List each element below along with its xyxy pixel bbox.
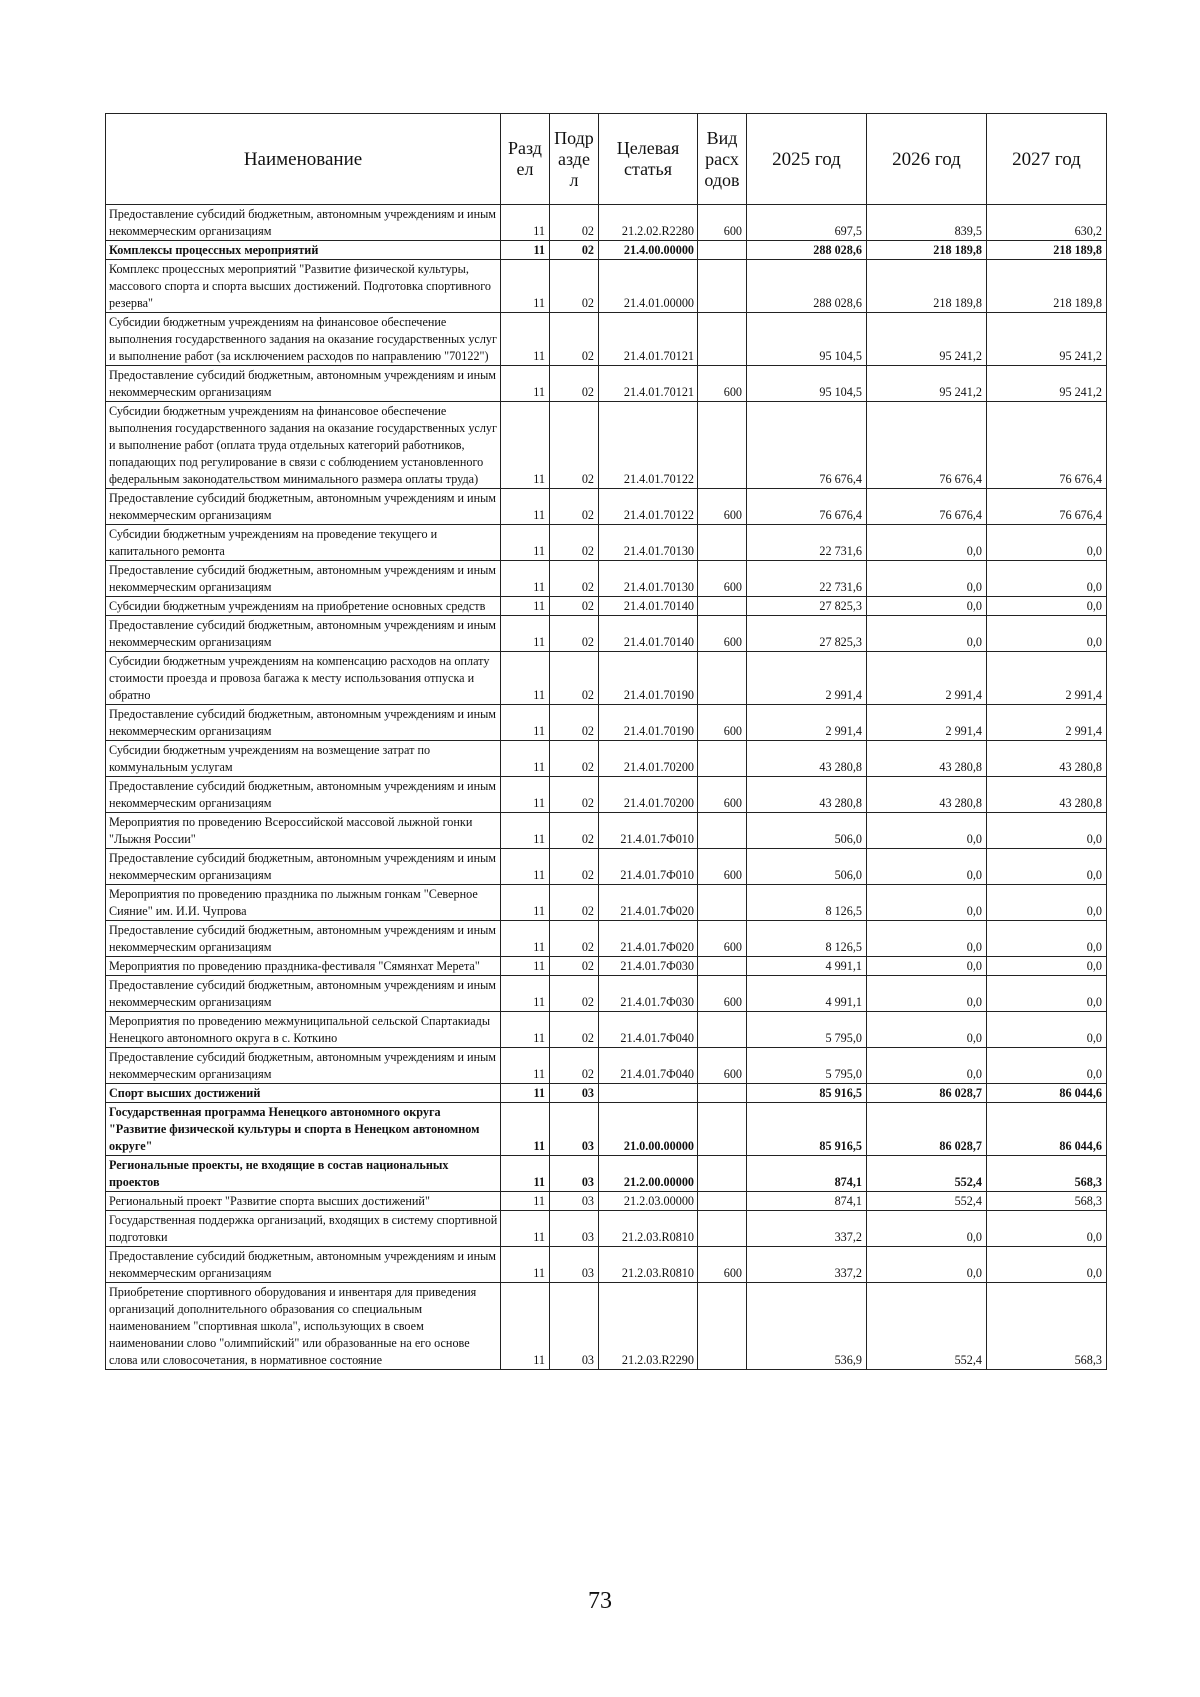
- row-celevaya-statya: 21.4.01.7Ф010: [599, 813, 698, 849]
- row-amount-2027: 0,0: [987, 976, 1107, 1012]
- row-razdel: 11: [501, 616, 550, 652]
- row-vid-rashodov: [698, 1283, 747, 1370]
- row-razdel: 11: [501, 597, 550, 616]
- row-razdel: 11: [501, 976, 550, 1012]
- row-razdel: 11: [501, 402, 550, 489]
- table-row: [106, 313, 1107, 366]
- row-name: Предоставление субсидий бюджетным, автономным учреждениям и иным некоммерческим организациям: [106, 205, 501, 241]
- header-podrazdel: Подр азде л: [550, 114, 599, 205]
- row-amount-2027: 76 676,4: [987, 402, 1107, 489]
- row-name: Предоставление субсидий бюджетным, автономным учреждениям и иным некоммерческим организациям: [106, 1048, 501, 1084]
- row-amount-2025: 5 795,0: [747, 1012, 867, 1048]
- table-row: [106, 741, 1107, 777]
- table-row: [106, 813, 1107, 849]
- row-amount-2026: 43 280,8: [867, 777, 987, 813]
- row-podrazdel: 02: [550, 489, 599, 525]
- row-podrazdel: 03: [550, 1103, 599, 1156]
- row-name: Региональные проекты, не входящие в состав национальных проектов: [106, 1156, 501, 1192]
- page-number: 73: [588, 1588, 612, 1614]
- row-vid-rashodov: 600: [698, 616, 747, 652]
- table-body: [106, 205, 1107, 1370]
- row-podrazdel: 02: [550, 402, 599, 489]
- row-name: Мероприятия по проведению праздника по лыжным гонкам "Северное Сияние" им. И.И. Чупрова: [106, 885, 501, 921]
- row-name: Предоставление субсидий бюджетным, автономным учреждениям и иным некоммерческим организациям: [106, 366, 501, 402]
- row-celevaya-statya: 21.4.01.70200: [599, 777, 698, 813]
- row-celevaya-statya: 21.0.00.00000: [599, 1103, 698, 1156]
- row-amount-2027: 0,0: [987, 597, 1107, 616]
- row-podrazdel: 02: [550, 849, 599, 885]
- row-celevaya-statya: 21.4.01.70190: [599, 652, 698, 705]
- row-amount-2026: 552,4: [867, 1192, 987, 1211]
- row-amount-2025: 2 991,4: [747, 652, 867, 705]
- row-razdel: 11: [501, 1012, 550, 1048]
- header-year-2025: 2025 год: [747, 114, 867, 205]
- row-amount-2027: 86 044,6: [987, 1084, 1107, 1103]
- row-podrazdel: 02: [550, 885, 599, 921]
- row-podrazdel: 02: [550, 652, 599, 705]
- row-amount-2026: 86 028,7: [867, 1084, 987, 1103]
- row-amount-2026: 43 280,8: [867, 741, 987, 777]
- row-amount-2025: 288 028,6: [747, 260, 867, 313]
- row-amount-2027: 0,0: [987, 1247, 1107, 1283]
- row-amount-2025: 337,2: [747, 1247, 867, 1283]
- row-podrazdel: 03: [550, 1283, 599, 1370]
- row-name: Предоставление субсидий бюджетным, автономным учреждениям и иным некоммерческим организациям: [106, 489, 501, 525]
- table-row: [106, 205, 1107, 241]
- row-vid-rashodov: [698, 1084, 747, 1103]
- row-vid-rashodov: [698, 741, 747, 777]
- table-row: [106, 561, 1107, 597]
- row-podrazdel: 03: [550, 1211, 599, 1247]
- row-celevaya-statya: 21.4.01.70140: [599, 597, 698, 616]
- row-celevaya-statya: 21.4.01.70190: [599, 705, 698, 741]
- row-podrazdel: 03: [550, 1084, 599, 1103]
- row-razdel: 11: [501, 561, 550, 597]
- row-amount-2026: 0,0: [867, 921, 987, 957]
- row-razdel: 11: [501, 957, 550, 976]
- row-name: Субсидии бюджетным учреждениям на приобретение основных средств: [106, 597, 501, 616]
- row-amount-2025: 874,1: [747, 1192, 867, 1211]
- table-row: [106, 1103, 1107, 1156]
- row-vid-rashodov: 600: [698, 561, 747, 597]
- row-razdel: 11: [501, 813, 550, 849]
- row-name: Субсидии бюджетным учреждениям на компенсацию расходов на оплату стоимости проезда и провоза багажа к месту использования отпуска и обратно: [106, 652, 501, 705]
- row-name: Субсидии бюджетным учреждениям на возмещение затрат по коммунальным услугам: [106, 741, 501, 777]
- table-row: [106, 616, 1107, 652]
- row-amount-2026: 2 991,4: [867, 705, 987, 741]
- row-celevaya-statya: 21.4.01.70122: [599, 489, 698, 525]
- row-name: Предоставление субсидий бюджетным, автономным учреждениям и иным некоммерческим организациям: [106, 921, 501, 957]
- row-razdel: 11: [501, 1192, 550, 1211]
- table-row: [106, 260, 1107, 313]
- row-amount-2027: 0,0: [987, 616, 1107, 652]
- header-name: Наименование: [106, 114, 501, 205]
- row-podrazdel: 02: [550, 597, 599, 616]
- row-amount-2026: 76 676,4: [867, 402, 987, 489]
- row-celevaya-statya: 21.4.01.70130: [599, 525, 698, 561]
- row-amount-2026: 76 676,4: [867, 489, 987, 525]
- row-celevaya-statya: 21.2.03.00000: [599, 1192, 698, 1211]
- row-amount-2027: 0,0: [987, 885, 1107, 921]
- row-amount-2026: 0,0: [867, 885, 987, 921]
- row-vid-rashodov: 600: [698, 489, 747, 525]
- row-name: Спорт высших достижений: [106, 1084, 501, 1103]
- row-amount-2027: 0,0: [987, 1048, 1107, 1084]
- row-podrazdel: 02: [550, 205, 599, 241]
- row-vid-rashodov: [698, 241, 747, 260]
- row-podrazdel: 02: [550, 921, 599, 957]
- row-razdel: 11: [501, 525, 550, 561]
- row-celevaya-statya: 21.2.03.R0810: [599, 1247, 698, 1283]
- row-amount-2026: 95 241,2: [867, 366, 987, 402]
- table-row: [106, 1048, 1107, 1084]
- row-amount-2027: 86 044,6: [987, 1103, 1107, 1156]
- row-amount-2026: 552,4: [867, 1283, 987, 1370]
- row-amount-2026: 0,0: [867, 561, 987, 597]
- row-vid-rashodov: [698, 1156, 747, 1192]
- row-vid-rashodov: [698, 1211, 747, 1247]
- row-celevaya-statya: 21.2.00.00000: [599, 1156, 698, 1192]
- row-vid-rashodov: [698, 525, 747, 561]
- table-header-row: [106, 114, 1107, 205]
- row-amount-2026: 0,0: [867, 616, 987, 652]
- row-name: Приобретение спортивного оборудования и инвентаря для приведения организаций дополнительного образования со специальным наименованием "спортивная школа", использующих в своем наименовании слово "олимпийский" или образованные на его основе слова или словосочетания, в нормативное состояние: [106, 1283, 501, 1370]
- row-podrazdel: 02: [550, 976, 599, 1012]
- row-vid-rashodov: 600: [698, 366, 747, 402]
- row-amount-2025: 8 126,5: [747, 921, 867, 957]
- table-row: [106, 976, 1107, 1012]
- row-celevaya-statya: 21.4.00.00000: [599, 241, 698, 260]
- row-vid-rashodov: [698, 957, 747, 976]
- table-row: [106, 1156, 1107, 1192]
- row-amount-2025: 5 795,0: [747, 1048, 867, 1084]
- row-amount-2025: 4 991,1: [747, 957, 867, 976]
- row-vid-rashodov: [698, 652, 747, 705]
- row-celevaya-statya: 21.2.03.R2290: [599, 1283, 698, 1370]
- header-celevaya-statya: Целевая статья: [599, 114, 698, 205]
- table-row: [106, 957, 1107, 976]
- row-razdel: 11: [501, 1156, 550, 1192]
- row-podrazdel: 03: [550, 1247, 599, 1283]
- header-vid-rashodov: Вид расх одов: [698, 114, 747, 205]
- row-vid-rashodov: [698, 813, 747, 849]
- row-amount-2025: 337,2: [747, 1211, 867, 1247]
- table-row: [106, 1084, 1107, 1103]
- row-podrazdel: 02: [550, 241, 599, 260]
- row-podrazdel: 02: [550, 741, 599, 777]
- row-amount-2025: 506,0: [747, 813, 867, 849]
- table-row: [106, 1283, 1107, 1370]
- row-amount-2027: 568,3: [987, 1156, 1107, 1192]
- row-amount-2025: 288 028,6: [747, 241, 867, 260]
- row-amount-2025: 43 280,8: [747, 777, 867, 813]
- table-row: [106, 1012, 1107, 1048]
- row-amount-2026: 0,0: [867, 813, 987, 849]
- row-amount-2025: 76 676,4: [747, 402, 867, 489]
- row-podrazdel: 03: [550, 1156, 599, 1192]
- row-name: Субсидии бюджетным учреждениям на финансовое обеспечение выполнения государственного задания на оказание государственных услуг и выполнение работ (за исключением расходов по направлению "70122"): [106, 313, 501, 366]
- row-razdel: 11: [501, 366, 550, 402]
- row-vid-rashodov: 600: [698, 1048, 747, 1084]
- table-row: [106, 597, 1107, 616]
- row-name: Предоставление субсидий бюджетным, автономным учреждениям и иным некоммерческим организациям: [106, 705, 501, 741]
- row-amount-2027: 95 241,2: [987, 313, 1107, 366]
- row-razdel: 11: [501, 241, 550, 260]
- row-amount-2027: 95 241,2: [987, 366, 1107, 402]
- row-name: Региональный проект "Развитие спорта высших достижений": [106, 1192, 501, 1211]
- row-amount-2026: 0,0: [867, 976, 987, 1012]
- row-celevaya-statya: 21.4.01.7Ф040: [599, 1048, 698, 1084]
- row-amount-2025: 2 991,4: [747, 705, 867, 741]
- row-name: Субсидии бюджетным учреждениям на проведение текущего и капитального ремонта: [106, 525, 501, 561]
- table-row: [106, 1211, 1107, 1247]
- row-razdel: 11: [501, 260, 550, 313]
- row-amount-2027: 0,0: [987, 921, 1107, 957]
- row-vid-rashodov: [698, 597, 747, 616]
- row-name: Государственная поддержка организаций, входящих в систему спортивной подготовки: [106, 1211, 501, 1247]
- header-year-2026: 2026 год: [867, 114, 987, 205]
- row-amount-2027: 2 991,4: [987, 652, 1107, 705]
- row-amount-2026: 0,0: [867, 597, 987, 616]
- row-amount-2027: 0,0: [987, 849, 1107, 885]
- row-amount-2027: 76 676,4: [987, 489, 1107, 525]
- row-podrazdel: 02: [550, 705, 599, 741]
- row-amount-2026: 86 028,7: [867, 1103, 987, 1156]
- row-amount-2025: 22 731,6: [747, 525, 867, 561]
- row-celevaya-statya: 21.4.01.7Ф010: [599, 849, 698, 885]
- row-celevaya-statya: 21.4.01.70122: [599, 402, 698, 489]
- row-amount-2026: 2 991,4: [867, 652, 987, 705]
- row-razdel: 11: [501, 1084, 550, 1103]
- row-razdel: 11: [501, 313, 550, 366]
- row-razdel: 11: [501, 205, 550, 241]
- row-vid-rashodov: 600: [698, 777, 747, 813]
- table-row: [106, 1192, 1107, 1211]
- row-amount-2027: 0,0: [987, 1211, 1107, 1247]
- row-amount-2025: 95 104,5: [747, 313, 867, 366]
- row-vid-rashodov: [698, 1103, 747, 1156]
- row-podrazdel: 02: [550, 366, 599, 402]
- row-razdel: 11: [501, 921, 550, 957]
- row-amount-2026: 0,0: [867, 1247, 987, 1283]
- row-name: Предоставление субсидий бюджетным, автономным учреждениям и иным некоммерческим организациям: [106, 976, 501, 1012]
- row-name: Предоставление субсидий бюджетным, автономным учреждениям и иным некоммерческим организациям: [106, 1247, 501, 1283]
- row-podrazdel: 02: [550, 1012, 599, 1048]
- table-row: [106, 525, 1107, 561]
- row-razdel: 11: [501, 777, 550, 813]
- table-row: [106, 885, 1107, 921]
- row-podrazdel: 02: [550, 525, 599, 561]
- row-celevaya-statya: 21.2.02.R2280: [599, 205, 698, 241]
- row-amount-2025: 27 825,3: [747, 597, 867, 616]
- row-podrazdel: 02: [550, 561, 599, 597]
- row-vid-rashodov: 600: [698, 849, 747, 885]
- row-amount-2027: 0,0: [987, 813, 1107, 849]
- row-amount-2027: 0,0: [987, 525, 1107, 561]
- row-amount-2026: 218 189,8: [867, 241, 987, 260]
- row-amount-2026: 839,5: [867, 205, 987, 241]
- row-name: Мероприятия по проведению праздника-фестиваля "Сямянхат Мерета": [106, 957, 501, 976]
- row-celevaya-statya: 21.4.01.70121: [599, 313, 698, 366]
- row-amount-2027: 2 991,4: [987, 705, 1107, 741]
- row-name: Предоставление субсидий бюджетным, автономным учреждениям и иным некоммерческим организациям: [106, 616, 501, 652]
- table-row: [106, 402, 1107, 489]
- row-razdel: 11: [501, 1048, 550, 1084]
- row-vid-rashodov: [698, 313, 747, 366]
- row-amount-2027: 0,0: [987, 1012, 1107, 1048]
- row-vid-rashodov: 600: [698, 205, 747, 241]
- row-celevaya-statya: 21.4.01.70200: [599, 741, 698, 777]
- row-amount-2027: 568,3: [987, 1283, 1107, 1370]
- row-vid-rashodov: [698, 260, 747, 313]
- row-razdel: 11: [501, 1211, 550, 1247]
- row-amount-2026: 95 241,2: [867, 313, 987, 366]
- row-amount-2027: 568,3: [987, 1192, 1107, 1211]
- row-razdel: 11: [501, 652, 550, 705]
- row-name: Предоставление субсидий бюджетным, автономным учреждениям и иным некоммерческим организациям: [106, 849, 501, 885]
- row-amount-2025: 506,0: [747, 849, 867, 885]
- row-amount-2026: 0,0: [867, 849, 987, 885]
- row-podrazdel: 02: [550, 777, 599, 813]
- row-amount-2026: 0,0: [867, 957, 987, 976]
- row-razdel: 11: [501, 849, 550, 885]
- row-amount-2027: 218 189,8: [987, 241, 1107, 260]
- table-row: [106, 1247, 1107, 1283]
- row-amount-2027: 218 189,8: [987, 260, 1107, 313]
- table-row: [106, 241, 1107, 260]
- row-celevaya-statya: 21.4.01.70140: [599, 616, 698, 652]
- row-amount-2026: 0,0: [867, 1211, 987, 1247]
- row-amount-2026: 0,0: [867, 1012, 987, 1048]
- row-vid-rashodov: 600: [698, 1247, 747, 1283]
- row-name: Мероприятия по проведению Всероссийской массовой лыжной гонки "Лыжня России": [106, 813, 501, 849]
- row-podrazdel: 02: [550, 616, 599, 652]
- row-amount-2025: 697,5: [747, 205, 867, 241]
- row-podrazdel: 02: [550, 957, 599, 976]
- row-amount-2025: 536,9: [747, 1283, 867, 1370]
- row-name: Комплекс процессных мероприятий "Развитие физической культуры, массового спорта и спорта высших достижений. Подготовка спортивного резерва": [106, 260, 501, 313]
- row-amount-2025: 8 126,5: [747, 885, 867, 921]
- table-row: [106, 705, 1107, 741]
- row-amount-2025: 43 280,8: [747, 741, 867, 777]
- row-amount-2025: 4 991,1: [747, 976, 867, 1012]
- row-razdel: 11: [501, 741, 550, 777]
- row-celevaya-statya: 21.4.01.00000: [599, 260, 698, 313]
- row-name: Субсидии бюджетным учреждениям на финансовое обеспечение выполнения государственного задания на оказание государственных услуг и выполнение работ (оплата труда отдельных категорий работников, попадающих под регулирование в связи с соблюдением установленного федеральным законодательством минимального размера оплаты труда): [106, 402, 501, 489]
- row-name: Предоставление субсидий бюджетным, автономным учреждениям и иным некоммерческим организациям: [106, 777, 501, 813]
- row-amount-2027: 43 280,8: [987, 741, 1107, 777]
- row-name: Государственная программа Ненецкого автономного округа "Развитие физической культуры и спорта в Ненецком автономном округе": [106, 1103, 501, 1156]
- row-celevaya-statya: 21.4.01.7Ф020: [599, 921, 698, 957]
- row-razdel: 11: [501, 1283, 550, 1370]
- table-row: [106, 366, 1107, 402]
- row-celevaya-statya: 21.4.01.7Ф020: [599, 885, 698, 921]
- row-razdel: 11: [501, 489, 550, 525]
- row-podrazdel: 02: [550, 260, 599, 313]
- row-vid-rashodov: [698, 1012, 747, 1048]
- row-amount-2027: 43 280,8: [987, 777, 1107, 813]
- row-razdel: 11: [501, 1103, 550, 1156]
- row-amount-2026: 0,0: [867, 1048, 987, 1084]
- row-amount-2026: 0,0: [867, 525, 987, 561]
- row-podrazdel: 02: [550, 313, 599, 366]
- row-razdel: 11: [501, 885, 550, 921]
- header-razdel: Разд ел: [501, 114, 550, 205]
- table-row: [106, 489, 1107, 525]
- row-vid-rashodov: 600: [698, 976, 747, 1012]
- row-amount-2027: 630,2: [987, 205, 1107, 241]
- row-name: Мероприятия по проведению межмуниципальной сельской Спартакиады Ненецкого автономного округа в с. Коткино: [106, 1012, 501, 1048]
- table-row: [106, 849, 1107, 885]
- row-amount-2025: 85 916,5: [747, 1103, 867, 1156]
- row-celevaya-statya: 21.4.01.70130: [599, 561, 698, 597]
- row-amount-2025: 27 825,3: [747, 616, 867, 652]
- row-amount-2027: 0,0: [987, 561, 1107, 597]
- row-vid-rashodov: [698, 1192, 747, 1211]
- row-podrazdel: 02: [550, 1048, 599, 1084]
- row-amount-2025: 76 676,4: [747, 489, 867, 525]
- row-podrazdel: 02: [550, 813, 599, 849]
- row-vid-rashodov: 600: [698, 921, 747, 957]
- row-celevaya-statya: 21.4.01.7Ф030: [599, 957, 698, 976]
- row-vid-rashodov: 600: [698, 705, 747, 741]
- row-amount-2026: 218 189,8: [867, 260, 987, 313]
- table-row: [106, 777, 1107, 813]
- row-amount-2027: 0,0: [987, 957, 1107, 976]
- row-vid-rashodov: [698, 885, 747, 921]
- budget-table: [105, 113, 1107, 1370]
- row-razdel: 11: [501, 705, 550, 741]
- row-celevaya-statya: 21.2.03.R0810: [599, 1211, 698, 1247]
- row-podrazdel: 03: [550, 1192, 599, 1211]
- row-razdel: 11: [501, 1247, 550, 1283]
- table-row: [106, 652, 1107, 705]
- row-name: Предоставление субсидий бюджетным, автономным учреждениям и иным некоммерческим организациям: [106, 561, 501, 597]
- row-name: Комплексы процессных мероприятий: [106, 241, 501, 260]
- row-celevaya-statya: 21.4.01.7Ф040: [599, 1012, 698, 1048]
- row-amount-2025: 874,1: [747, 1156, 867, 1192]
- header-year-2027: 2027 год: [987, 114, 1107, 205]
- row-amount-2025: 85 916,5: [747, 1084, 867, 1103]
- row-celevaya-statya: 21.4.01.7Ф030: [599, 976, 698, 1012]
- row-amount-2026: 552,4: [867, 1156, 987, 1192]
- row-amount-2025: 95 104,5: [747, 366, 867, 402]
- row-celevaya-statya: 21.4.01.70121: [599, 366, 698, 402]
- row-celevaya-statya: [599, 1084, 698, 1103]
- table-row: [106, 921, 1107, 957]
- row-amount-2025: 22 731,6: [747, 561, 867, 597]
- row-vid-rashodov: [698, 402, 747, 489]
